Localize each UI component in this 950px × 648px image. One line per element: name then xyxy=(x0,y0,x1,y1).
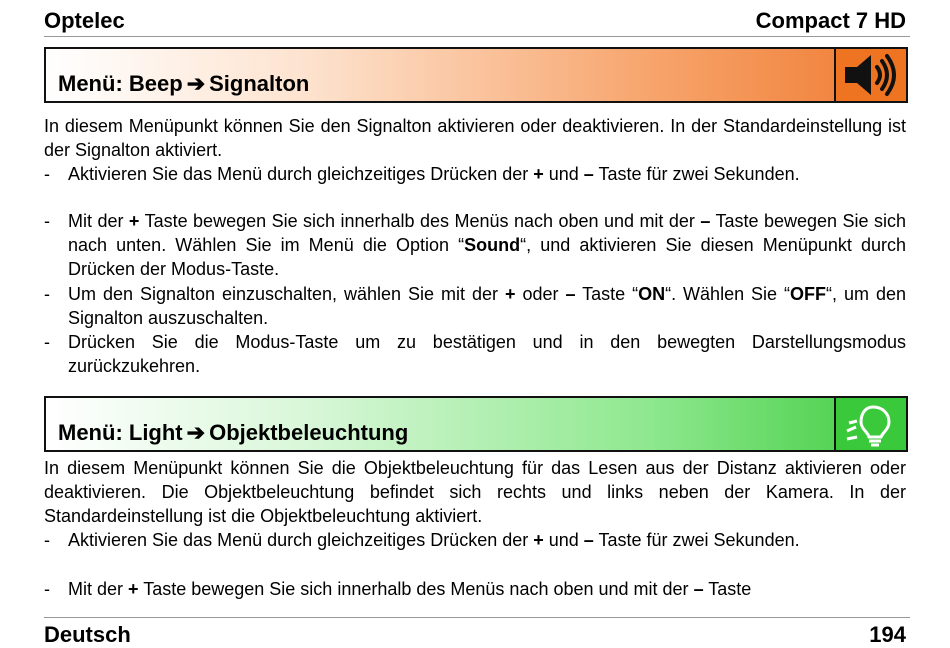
model-name: Compact 7 HD xyxy=(755,8,906,33)
page-header xyxy=(44,8,910,37)
text-run: Drücken Sie die Modus-Taste um zu bestätigen und in den bewegten Darstellungsmodus zurückzukehren. xyxy=(68,332,906,377)
list-item-text xyxy=(68,528,906,552)
section-title-prefix: Menü: Light xyxy=(58,420,183,445)
lightbulb-icon xyxy=(834,398,906,450)
arrow-icon: ➔ xyxy=(186,71,206,96)
text-run: Taste bewegen Sie sich innerhalb des Menüs nach oben und mit der xyxy=(138,579,694,599)
section-title-suffix: Objektbeleuchtung xyxy=(209,420,409,445)
text-run: Um den Signalton einzuschalten, wählen Sie mit der xyxy=(68,284,505,304)
text-run: und xyxy=(543,164,584,184)
text-run: Mit der xyxy=(68,211,129,231)
text-run: Aktivieren Sie das Menü durch gleichzeitiges Drücken der xyxy=(68,530,534,550)
section-title-light xyxy=(58,420,408,446)
text-run: Mit der xyxy=(68,579,129,599)
bullet-dash: - xyxy=(44,332,50,352)
text-run: – xyxy=(700,211,711,231)
speaker-icon xyxy=(834,49,906,101)
arrow-icon: ➔ xyxy=(186,420,206,445)
list-item-text xyxy=(68,577,906,601)
text-run: – xyxy=(583,164,594,184)
bullet-dash: - xyxy=(44,284,50,304)
text-run: “. Wählen Sie “ xyxy=(665,284,791,304)
list-item-text xyxy=(68,209,906,282)
text-run: Taste für zwei Sekunden. xyxy=(593,530,800,550)
text-run: + xyxy=(128,211,140,231)
list-item-text xyxy=(68,330,906,378)
text-run: Taste bewegen Sie sich nach unten. Wählen Sie im Menü die Option “ xyxy=(68,211,906,256)
bullet-dash: - xyxy=(44,164,50,184)
list-item xyxy=(44,330,906,378)
list-item xyxy=(44,528,906,552)
section-intro-light: In diesem Menüpunkt können Sie die Objektbeleuchtung für das Lesen aus der Distanz aktivieren oder deaktivieren. Die Objektbeleuchtung befindet sich rechts und links neben der Kamera. In der Standardeinstellung ist die Objektbeleuchtung aktiviert. xyxy=(44,458,906,527)
text-run: und xyxy=(543,530,584,550)
text-run: Aktivieren Sie das Menü durch gleichzeitiges Drücken der xyxy=(68,164,534,184)
text-run: Taste “ xyxy=(575,284,639,304)
text-run: + xyxy=(504,284,516,304)
bullet-dash: - xyxy=(44,211,50,231)
text-run: Taste bewegen Sie sich innerhalb des Menüs nach oben und mit der xyxy=(139,211,701,231)
text-run: ON xyxy=(638,284,666,304)
text-run: OFF xyxy=(790,284,827,304)
page-number: 194 xyxy=(869,622,906,647)
page-footer xyxy=(44,617,910,647)
text-run: – xyxy=(565,284,576,304)
list-item-text xyxy=(68,162,906,186)
text-run: + xyxy=(128,579,139,599)
list-item xyxy=(44,209,906,282)
text-run: oder xyxy=(515,284,566,304)
text-run: – xyxy=(693,579,704,599)
list-item xyxy=(44,577,906,601)
bullet-dash: - xyxy=(44,579,50,599)
text-run: – xyxy=(583,530,594,550)
text-run: Taste xyxy=(703,579,752,599)
text-run: + xyxy=(533,164,544,184)
list-item xyxy=(44,282,906,330)
text-run: + xyxy=(533,530,544,550)
text-run: “, um den Signalton auszuschalten. xyxy=(68,284,906,329)
list-item-text xyxy=(68,282,906,330)
section-banner-light xyxy=(44,396,908,452)
bullet-dash: - xyxy=(44,530,50,550)
text-run: “, und aktivieren Sie diesen Menüpunkt durch Drücken der Modus-Taste. xyxy=(68,235,906,280)
section-banner-beep xyxy=(44,47,908,103)
section-intro-beep: In diesem Menüpunkt können Sie den Signalton aktivieren oder deaktivieren. In der Standardeinstellung ist der Signalton aktiviert. xyxy=(44,116,906,161)
text-run: Sound xyxy=(464,235,521,256)
text-run: Taste für zwei Sekunden. xyxy=(593,164,800,184)
footer-language: Deutsch xyxy=(44,622,131,647)
section-title-prefix: Menü: Beep xyxy=(58,71,183,96)
section-title-beep xyxy=(58,71,309,97)
list-item xyxy=(44,162,906,186)
brand-name: Optelec xyxy=(44,8,125,33)
section-title-suffix: Signalton xyxy=(209,71,310,96)
